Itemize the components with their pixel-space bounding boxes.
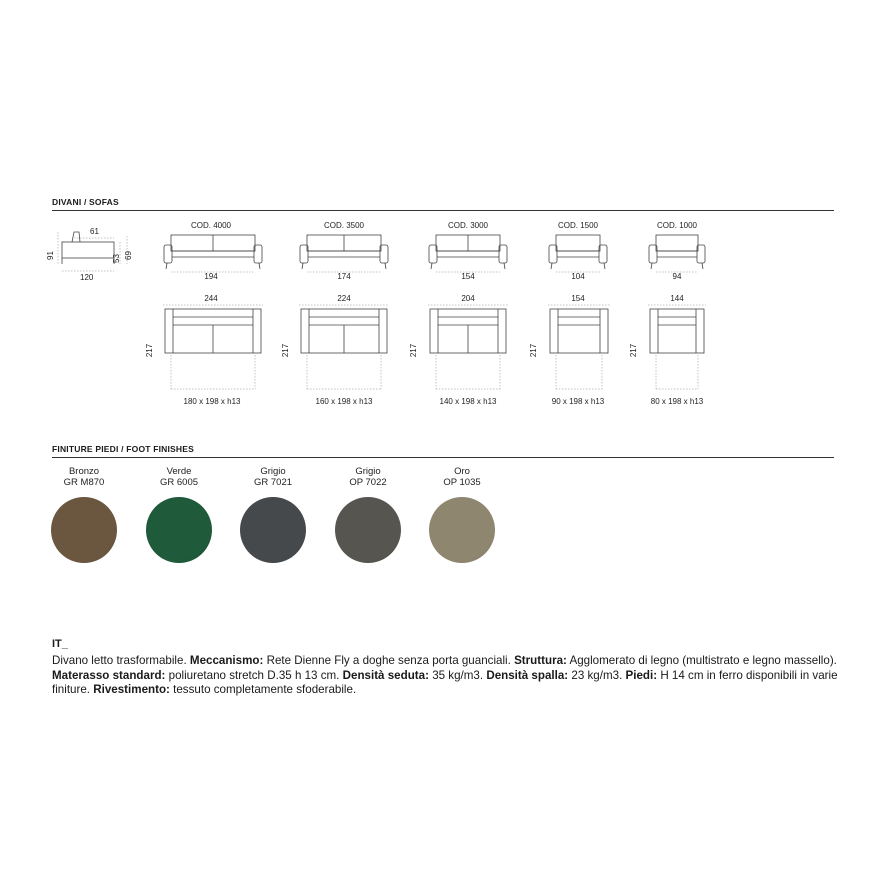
sofa-front-view [163,233,263,273]
finish-swatch [429,497,495,563]
model-code: COD. 1000 [656,221,698,230]
mattress-size: 90 x 198 x h13 [551,397,605,406]
finish-code: GR M870 [63,477,105,488]
model-code: COD. 1500 [557,221,599,230]
desc-text: H 14 cm in ferro disponibili in varie finiture. [52,668,838,697]
finish-name: Oro [454,466,470,477]
finish-label [427,466,497,488]
mattress-size: 160 x 198 x h13 [315,397,373,406]
finish-swatch [240,497,306,563]
finish-label [144,466,214,488]
desc-text: tessuto completamente sfoderabile. [169,683,357,697]
desc-label: Materasso standard: [52,668,166,682]
desc-label: Struttura: [514,654,567,667]
finish-name: Grigio [355,466,381,477]
plan-width: 144 [670,294,684,303]
sofas-section-rule [52,210,834,211]
mattress-size: 80 x 198 x h13 [650,397,704,406]
desc-text: Agglomerato di legno (multistrato e legno massello). [566,654,837,667]
desc-label: Densità spalla: [486,668,569,682]
desc-text: Rete Dienne Fly a doghe senza porta guanciali. [263,654,515,667]
sofa-plan-view [299,305,389,395]
side-depth: 120 [80,273,94,282]
mattress-size: 180 x 198 x h13 [183,397,241,406]
finish-name: Grigio [260,466,286,477]
desc-label: Piedi: [625,668,658,682]
plan-depth: 217 [529,343,539,358]
sofas-section-title: DIVANI / SOFAS [52,197,119,207]
desc-text: poliuretano stretch D.35 h 13 cm. [165,668,343,682]
sofa-plan-view [428,305,508,395]
sofa-plan-view [648,305,706,395]
sofa-plan-view [548,305,610,395]
plan-width: 224 [337,294,351,303]
language-heading: IT_ [52,638,68,650]
side-back-height: 69 [123,251,133,260]
model-code: COD. 3500 [323,221,365,230]
sofa-front-view [548,233,608,273]
finish-name: Bronzo [68,466,100,477]
plan-width: 154 [571,294,585,303]
front-width: 154 [461,272,475,281]
desc-label: Meccanismo: [189,654,264,667]
desc-label: Densità seduta: [342,668,429,682]
model-code: COD. 4000 [190,221,232,230]
side-arm-depth: 61 [90,227,99,236]
finish-code: GR 6005 [159,477,199,488]
plan-depth: 217 [145,343,155,358]
plan-width: 244 [204,294,218,303]
desc-intro: Divano letto trasformabile. [52,654,190,667]
side-seat-height: 53 [111,254,121,263]
front-width: 104 [571,272,585,281]
plan-depth: 217 [629,343,639,358]
plan-depth: 217 [281,343,291,358]
finishes-section-rule [52,457,834,458]
finish-code: OP 1035 [443,477,481,488]
sofa-front-view [428,233,508,273]
desc-text: 23 kg/m3. [568,668,626,682]
model-code: COD. 3000 [447,221,489,230]
finish-code: OP 7022 [349,477,387,488]
desc-label: Rivestimento: [93,683,170,697]
finish-name: Verde [166,466,192,477]
plan-depth: 217 [409,343,419,358]
mattress-size: 140 x 198 x h13 [439,397,497,406]
sofa-front-view [648,233,706,273]
front-width: 194 [204,272,218,281]
side-height: 91 [45,251,55,260]
plan-width: 204 [461,294,475,303]
finish-label [238,466,308,488]
finish-label [333,466,403,488]
finish-swatch [51,497,117,563]
finishes-section-title: FINITURE PIEDI / FOOT FINISHES [52,444,195,454]
front-width: 94 [672,272,682,281]
front-width: 174 [337,272,351,281]
finish-swatch [335,497,401,563]
finish-label [49,466,119,488]
finish-code: GR 7021 [253,477,293,488]
sofa-plan-view [163,305,263,395]
finish-swatch [146,497,212,563]
product-description [52,654,842,698]
desc-text: 35 kg/m3. [428,668,487,682]
sofa-front-view [299,233,389,273]
